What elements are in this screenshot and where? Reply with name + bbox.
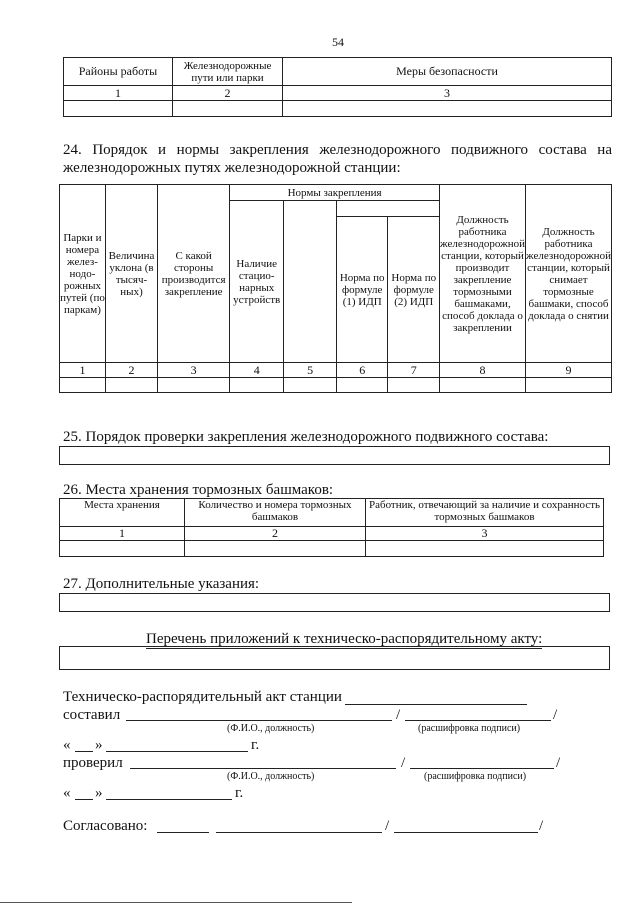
section-25-field[interactable]	[59, 446, 610, 465]
year-suffix: г.	[235, 785, 244, 801]
slash: /	[385, 818, 390, 834]
empty-cell[interactable]	[440, 378, 526, 393]
year-suffix: г.	[251, 737, 260, 753]
checked-day-line[interactable]	[75, 799, 93, 800]
empty-cell[interactable]	[366, 541, 604, 557]
group-norms: Нормы закрепления	[230, 185, 440, 201]
agreed-name-line[interactable]	[216, 832, 382, 833]
section-26-title: 26. Места хранения тормозных башмаков:	[63, 482, 334, 498]
slash: /	[556, 755, 561, 771]
header-quantity: Количество и номера тормозных башмаков	[185, 499, 366, 527]
header-storage-place: Места хранения	[60, 499, 185, 527]
empty-cell[interactable]	[60, 541, 185, 557]
header-tracks: Железнодорожные пути или парки	[173, 58, 283, 86]
checked-fio-line[interactable]	[130, 768, 396, 769]
scan-edge-line	[0, 902, 352, 903]
num-cell: 8	[440, 363, 526, 378]
empty-cell[interactable]	[525, 378, 611, 393]
num-cell: 7	[388, 363, 440, 378]
fio-caption-2: (Ф.И.О., должность)	[227, 771, 315, 782]
act-label: Техническо-распорядительный акт станции	[63, 689, 342, 705]
storage-table	[59, 498, 604, 557]
compiled-day-line[interactable]	[75, 751, 93, 752]
empty-cell[interactable]	[60, 378, 106, 393]
section-27-title: 27. Дополнительные указания:	[63, 576, 260, 592]
empty-cell[interactable]	[173, 101, 283, 117]
num-cell: 3	[283, 86, 612, 101]
section-27-field[interactable]	[59, 593, 610, 612]
num-cell: 9	[525, 363, 611, 378]
compiled-fio-line[interactable]	[126, 720, 392, 721]
col-5-empty	[284, 201, 337, 363]
empty-cell[interactable]	[388, 378, 440, 393]
col-position-removing: Должность работника железнодорожной станции, который снимает тормозные башмаки, способ доклада о снятии	[525, 185, 611, 363]
date-close: »	[95, 785, 103, 801]
col-position-securing: Должность работника железнодорожной станции, который производит закрепление тормозными башмаками, способ доклада о закреплении	[440, 185, 526, 363]
date-open: «	[63, 737, 71, 753]
subgroup-empty	[336, 201, 439, 217]
appendix-field[interactable]	[59, 646, 610, 670]
empty-cell[interactable]	[158, 378, 230, 393]
decode-caption: (расшифровка подписи)	[418, 723, 521, 734]
empty-cell[interactable]	[283, 101, 612, 117]
checked-decode-line[interactable]	[410, 768, 554, 769]
agreed-label: Согласовано:	[63, 818, 148, 834]
agreed-position-line[interactable]	[157, 832, 209, 833]
header-work-areas: Районы работы	[64, 58, 173, 86]
empty-cell[interactable]	[185, 541, 366, 557]
header-responsible: Работник, отвечающий за наличие и сохранность тормозных башмаков	[366, 499, 604, 527]
decode-caption-2: (расшифровка подписи)	[424, 771, 527, 782]
empty-cell[interactable]	[336, 378, 388, 393]
col-norm-2: Норма по формуле (2) ИДП	[388, 217, 440, 363]
col-norm-1: Норма по формуле (1) ИДП	[336, 217, 388, 363]
compiled-month-year-line[interactable]	[106, 751, 248, 752]
header-safety-measures: Меры безопасности	[283, 58, 612, 86]
col-parks: Парки и номера желез-нодо-рожных путей (по паркам)	[60, 185, 106, 363]
safety-measures-table	[63, 57, 612, 117]
compiled-decode-line[interactable]	[405, 720, 551, 721]
num-cell: 2	[185, 527, 366, 541]
slash: /	[553, 707, 558, 723]
num-cell: 3	[158, 363, 230, 378]
date-open: «	[63, 785, 71, 801]
num-cell: 1	[60, 527, 185, 541]
num-cell: 2	[173, 86, 283, 101]
agreed-decode-line[interactable]	[394, 832, 538, 833]
num-cell: 4	[230, 363, 284, 378]
fio-caption: (Ф.И.О., должность)	[227, 723, 315, 734]
empty-cell[interactable]	[230, 378, 284, 393]
checked-label: проверил	[63, 755, 123, 771]
appendix-title: Перечень приложений к техническо-распорядительному акту:	[146, 631, 543, 647]
num-cell: 5	[284, 363, 337, 378]
num-cell: 6	[336, 363, 388, 378]
empty-cell[interactable]	[105, 378, 157, 393]
station-name-line[interactable]	[345, 704, 527, 705]
checked-month-year-line[interactable]	[106, 799, 232, 800]
num-cell: 2	[105, 363, 157, 378]
compiled-label: составил	[63, 707, 121, 723]
date-close: »	[95, 737, 103, 753]
num-cell: 1	[64, 86, 173, 101]
col-side: С какой стороны производится закрепление	[158, 185, 230, 363]
slash: /	[401, 755, 406, 771]
empty-cell[interactable]	[64, 101, 173, 117]
slash: /	[539, 818, 544, 834]
slash: /	[396, 707, 401, 723]
section-24-title: 24. Порядок и нормы закрепления железнодорожного подвижного состава на железнодорожных путях железнодорожной станции:	[63, 142, 612, 176]
page-number: 54	[332, 35, 344, 49]
securing-norms-table	[59, 184, 612, 393]
section-25-title: 25. Порядок проверки закрепления железнодорожного подвижного состава:	[63, 429, 549, 445]
col-slope: Величина уклона (в тысяч-ных)	[105, 185, 157, 363]
num-cell: 1	[60, 363, 106, 378]
num-cell: 3	[366, 527, 604, 541]
col-stationary: Наличие стацио-нарных устройств	[230, 201, 284, 363]
empty-cell[interactable]	[284, 378, 337, 393]
